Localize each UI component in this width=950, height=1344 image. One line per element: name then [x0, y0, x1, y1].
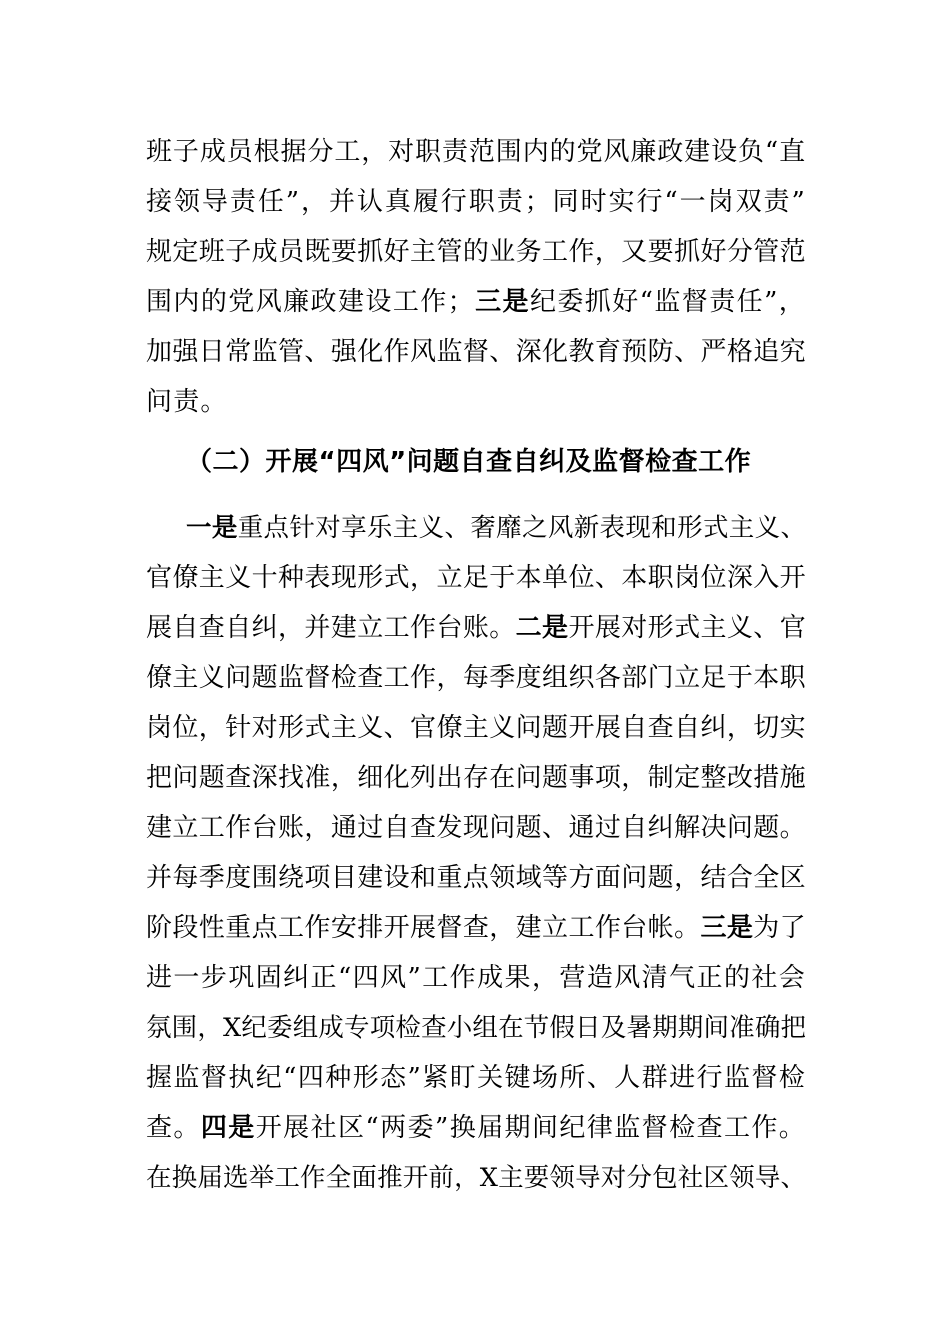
- text-run: 在换届选举工作全面推开前，X主要领导对分包社区领导、: [146, 1163, 806, 1193]
- paragraph-line: [146, 603, 806, 653]
- section-heading: （二）开展“四风”问题自查自纠及监督检查工作: [186, 447, 752, 477]
- text-run: 纪委抓好“监督责任”，: [529, 287, 806, 317]
- paragraph-line: [146, 1053, 806, 1103]
- paragraph-line: [146, 903, 806, 953]
- text-run: 班子成员根据分工，对职责范围内的党风廉政建设负“直: [146, 137, 806, 167]
- text-run: 问责。: [146, 387, 228, 417]
- bold-lead: 二是: [515, 613, 569, 643]
- text-run: 并每季度围绕项目建设和重点领域等方面问题，结合全区: [146, 863, 806, 893]
- text-run: 开展社区“两委”换届期间纪律监督检查工作。: [255, 1113, 806, 1143]
- paragraph-line: [146, 1153, 806, 1203]
- paragraph-line: [146, 553, 806, 603]
- paragraph-line: [146, 277, 806, 327]
- paragraph-line: [146, 1103, 806, 1153]
- text-run: 重点针对享乐主义、奢靡之风新表现和形式主义、: [237, 513, 806, 543]
- paragraph-line: [146, 703, 806, 753]
- paragraph-line: [146, 327, 806, 377]
- text-run: 握监督执纪“四种形态”紧盯关键场所、人群进行监督检: [146, 1063, 806, 1093]
- bold-lead: 三是: [700, 913, 754, 943]
- text-run: 阶段性重点工作安排开展督查，建立工作台帐。: [146, 913, 701, 943]
- text-run: 进一步巩固纠正“四风”工作成果，营造风清气正的社会: [146, 963, 806, 993]
- paragraph-line: [146, 177, 806, 227]
- paragraph-line: [146, 803, 806, 853]
- text-run: 加强日常监管、强化作风监督、深化教育预防、严格追究: [146, 337, 806, 367]
- text-run: 为了: [753, 913, 806, 943]
- paragraph-line: [146, 953, 806, 1003]
- paragraph-line: [146, 127, 806, 177]
- text-run: 氛围，X纪委组成专项检查小组在节假日及暑期期间准确把: [146, 1013, 806, 1043]
- paragraph-line: [146, 653, 806, 703]
- text-run: 接领导责任”，并认真履行职责；同时实行“一岗双责”: [146, 187, 806, 217]
- bold-lead: 一是: [186, 513, 238, 543]
- paragraph-line: [186, 503, 806, 553]
- text-run: 围内的党风廉政建设工作；: [146, 287, 475, 317]
- text-run: 建立工作台账，通过自查发现问题、通过自纠解决问题。: [146, 813, 806, 843]
- text-run: 查。: [146, 1113, 201, 1143]
- paragraph-line: [146, 377, 806, 427]
- text-run: 开展对形式主义、官: [568, 613, 806, 643]
- text-run: 规定班子成员既要抓好主管的业务工作，又要抓好分管范: [146, 237, 806, 267]
- paragraph-line: [146, 753, 806, 803]
- bold-lead: 三是: [474, 287, 530, 317]
- paragraph-line: [146, 1003, 806, 1053]
- text-run: 把问题查深找准，细化列出存在问题事项，制定整改措施: [146, 763, 806, 793]
- text-run: 展自查自纠，并建立工作台账。: [146, 613, 516, 643]
- bold-lead: 四是: [200, 1113, 256, 1143]
- paragraph-line: [146, 853, 806, 903]
- text-run: 岗位，针对形式主义、官僚主义问题开展自查自纠，切实: [146, 713, 806, 743]
- text-run: 僚主义问题监督检查工作，每季度组织各部门立足于本职: [146, 663, 806, 693]
- paragraph-line: [146, 227, 806, 277]
- text-run: 官僚主义十种表现形式，立足于本单位、本职岗位深入开: [146, 563, 806, 593]
